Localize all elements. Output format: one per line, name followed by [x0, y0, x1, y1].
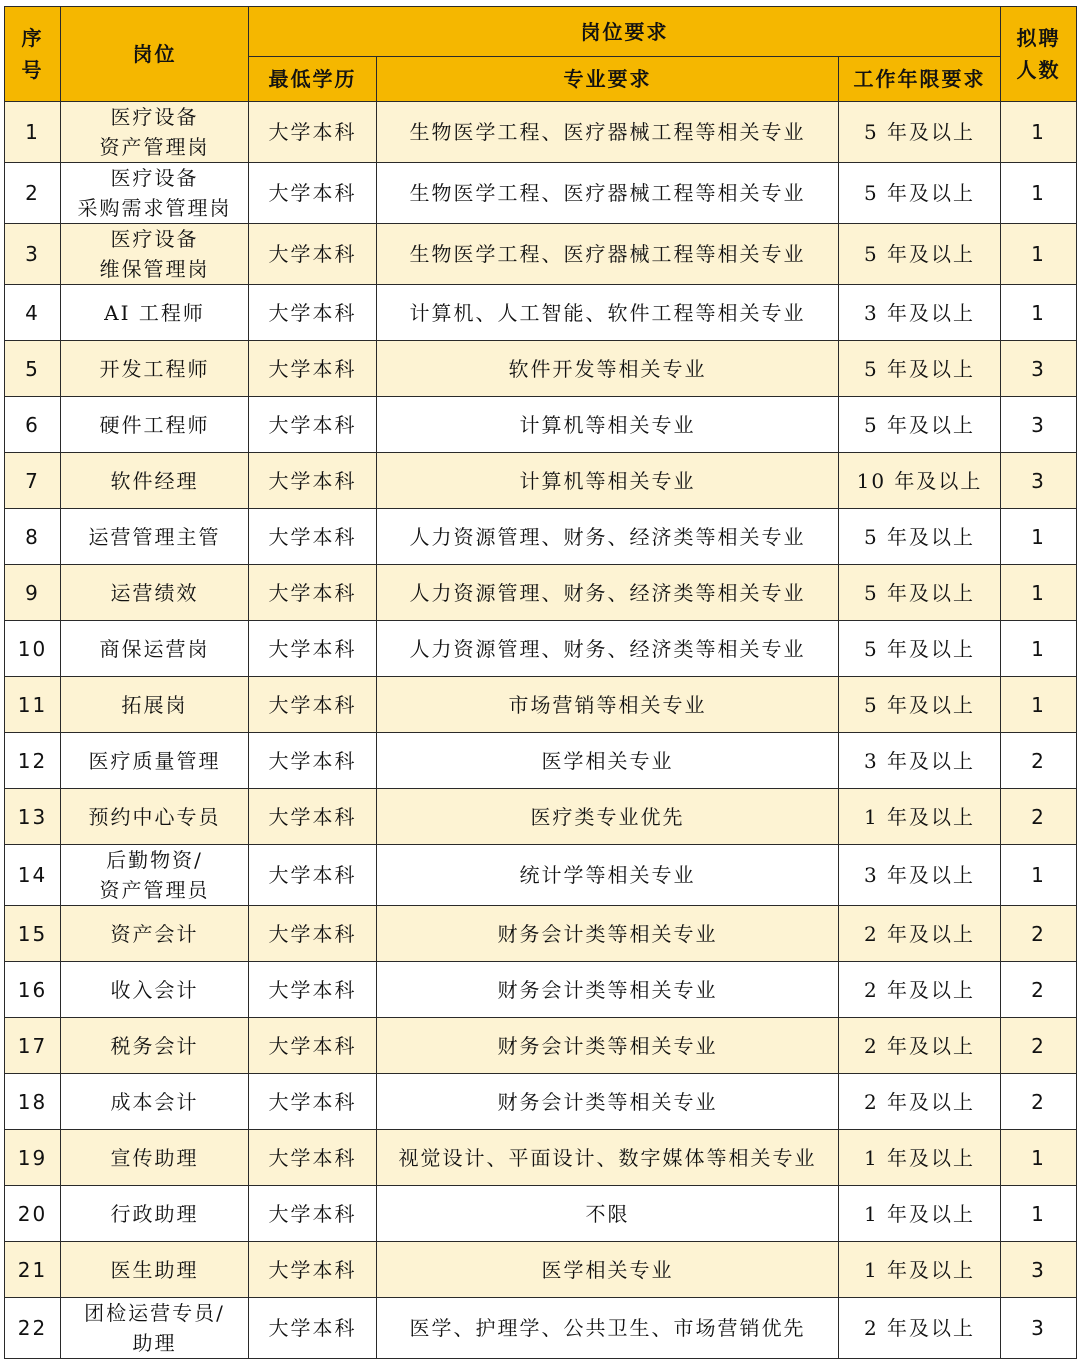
table-row — [5, 621, 1077, 677]
cell-headcount: 1 — [1001, 509, 1077, 565]
table-row — [5, 962, 1077, 1018]
position-line: 行政助理 — [110, 1201, 199, 1226]
cell-major: 人力资源管理、财务、经济类等相关专业 — [377, 509, 839, 565]
cell-headcount: 1 — [1001, 163, 1077, 224]
cell-position — [61, 341, 249, 397]
cell-position — [61, 733, 249, 789]
cell-headcount: 1 — [1001, 565, 1077, 621]
cell-major: 计算机等相关专业 — [377, 397, 839, 453]
table-row — [5, 906, 1077, 962]
cell-experience: 1 年及以上 — [839, 1130, 1001, 1186]
table-row — [5, 102, 1077, 163]
cell-no: 15 — [5, 906, 61, 962]
cell-no: 22 — [5, 1298, 61, 1359]
cell-education: 大学本科 — [249, 906, 377, 962]
cell-position — [61, 224, 249, 285]
header-requirements: 岗位要求 — [249, 7, 1001, 57]
cell-education: 大学本科 — [249, 845, 377, 906]
header-experience: 工作年限要求 — [839, 57, 1001, 102]
position-line: 团检运营专员/ — [84, 1301, 225, 1325]
position-line: 医疗质量管理 — [88, 748, 221, 773]
header-position: 岗位 — [61, 7, 249, 102]
cell-education: 大学本科 — [249, 1242, 377, 1298]
position-line: 成本会计 — [110, 1089, 199, 1114]
cell-headcount: 1 — [1001, 677, 1077, 733]
cell-education: 大学本科 — [249, 621, 377, 677]
cell-position — [61, 1074, 249, 1130]
cell-no: 12 — [5, 733, 61, 789]
cell-education: 大学本科 — [249, 102, 377, 163]
table-row — [5, 677, 1077, 733]
position-line: 硬件工程师 — [99, 412, 210, 437]
cell-experience: 5 年及以上 — [839, 621, 1001, 677]
cell-position — [61, 1242, 249, 1298]
table-row — [5, 733, 1077, 789]
cell-education: 大学本科 — [249, 341, 377, 397]
cell-experience: 5 年及以上 — [839, 224, 1001, 285]
cell-no: 3 — [5, 224, 61, 285]
position-line: 商保运营岗 — [99, 636, 210, 661]
cell-education: 大学本科 — [249, 1018, 377, 1074]
cell-major: 市场营销等相关专业 — [377, 677, 839, 733]
table-row — [5, 1074, 1077, 1130]
cell-experience: 2 年及以上 — [839, 1298, 1001, 1359]
position-line: 宣传助理 — [110, 1145, 199, 1170]
cell-major: 生物医学工程、医疗器械工程等相关专业 — [377, 224, 839, 285]
position-line: 维保管理岗 — [99, 257, 210, 281]
position-line: 医生助理 — [110, 1257, 199, 1282]
cell-experience: 1 年及以上 — [839, 1186, 1001, 1242]
cell-experience: 2 年及以上 — [839, 906, 1001, 962]
cell-experience: 10 年及以上 — [839, 453, 1001, 509]
cell-experience: 2 年及以上 — [839, 1018, 1001, 1074]
position-line: 收入会计 — [110, 977, 199, 1002]
cell-no: 4 — [5, 285, 61, 341]
cell-experience: 5 年及以上 — [839, 163, 1001, 224]
position-line: 税务会计 — [110, 1033, 199, 1058]
cell-major: 视觉设计、平面设计、数字媒体等相关专业 — [377, 1130, 839, 1186]
cell-education: 大学本科 — [249, 224, 377, 285]
cell-major: 医学相关专业 — [377, 1242, 839, 1298]
cell-headcount: 3 — [1001, 1298, 1077, 1359]
cell-position — [61, 509, 249, 565]
cell-experience: 2 年及以上 — [839, 1074, 1001, 1130]
header-no — [5, 7, 61, 102]
position-line: 资产会计 — [110, 921, 199, 946]
cell-major: 财务会计类等相关专业 — [377, 962, 839, 1018]
cell-position — [61, 1298, 249, 1359]
position-line: 运营绩效 — [110, 580, 199, 605]
cell-experience: 3 年及以上 — [839, 845, 1001, 906]
cell-major: 医学相关专业 — [377, 733, 839, 789]
position-line: 预约中心专员 — [88, 804, 221, 829]
cell-experience: 1 年及以上 — [839, 789, 1001, 845]
cell-no: 2 — [5, 163, 61, 224]
table-row — [5, 845, 1077, 906]
position-line: 资产管理岗 — [99, 135, 210, 159]
table-row — [5, 341, 1077, 397]
cell-headcount: 2 — [1001, 789, 1077, 845]
cell-headcount: 2 — [1001, 1018, 1077, 1074]
table-row — [5, 453, 1077, 509]
cell-headcount: 1 — [1001, 845, 1077, 906]
recruitment-table — [4, 6, 1077, 1359]
table-row — [5, 789, 1077, 845]
cell-major: 生物医学工程、医疗器械工程等相关专业 — [377, 163, 839, 224]
cell-headcount: 2 — [1001, 1074, 1077, 1130]
cell-education: 大学本科 — [249, 733, 377, 789]
cell-no: 20 — [5, 1186, 61, 1242]
cell-no: 1 — [5, 102, 61, 163]
cell-position — [61, 565, 249, 621]
table-row — [5, 397, 1077, 453]
position-line: 开发工程师 — [99, 356, 210, 381]
table-row — [5, 1186, 1077, 1242]
cell-no: 5 — [5, 341, 61, 397]
cell-education: 大学本科 — [249, 565, 377, 621]
position-line: 助理 — [132, 1331, 177, 1355]
cell-experience: 1 年及以上 — [839, 1242, 1001, 1298]
cell-position — [61, 621, 249, 677]
cell-no: 7 — [5, 453, 61, 509]
cell-headcount: 1 — [1001, 1186, 1077, 1242]
table-row — [5, 224, 1077, 285]
cell-education: 大学本科 — [249, 1186, 377, 1242]
position-line: AI 工程师 — [104, 300, 205, 325]
cell-education: 大学本科 — [249, 962, 377, 1018]
header-headcount-text: 拟聘人数 — [1016, 26, 1061, 82]
cell-education: 大学本科 — [249, 509, 377, 565]
cell-no: 13 — [5, 789, 61, 845]
cell-education: 大学本科 — [249, 1130, 377, 1186]
cell-experience: 3 年及以上 — [839, 733, 1001, 789]
cell-headcount: 1 — [1001, 224, 1077, 285]
cell-no: 8 — [5, 509, 61, 565]
cell-major: 软件开发等相关专业 — [377, 341, 839, 397]
cell-position — [61, 285, 249, 341]
cell-headcount: 3 — [1001, 341, 1077, 397]
cell-experience: 3 年及以上 — [839, 285, 1001, 341]
cell-major: 统计学等相关专业 — [377, 845, 839, 906]
cell-major: 财务会计类等相关专业 — [377, 1018, 839, 1074]
cell-education: 大学本科 — [249, 789, 377, 845]
cell-position — [61, 1018, 249, 1074]
cell-education: 大学本科 — [249, 677, 377, 733]
table-row — [5, 163, 1077, 224]
cell-experience: 5 年及以上 — [839, 509, 1001, 565]
position-line: 医疗设备 — [110, 227, 199, 251]
cell-major: 不限 — [377, 1186, 839, 1242]
position-line: 拓展岗 — [121, 692, 188, 717]
table-row — [5, 565, 1077, 621]
cell-experience: 5 年及以上 — [839, 102, 1001, 163]
cell-position — [61, 102, 249, 163]
cell-major: 计算机、人工智能、软件工程等相关专业 — [377, 285, 839, 341]
table-row — [5, 509, 1077, 565]
cell-major: 人力资源管理、财务、经济类等相关专业 — [377, 621, 839, 677]
table-row — [5, 1130, 1077, 1186]
position-line: 后勤物资/ — [106, 848, 203, 872]
cell-headcount: 2 — [1001, 906, 1077, 962]
cell-position — [61, 163, 249, 224]
position-line: 运营管理主管 — [88, 524, 221, 549]
cell-headcount: 2 — [1001, 733, 1077, 789]
cell-headcount: 3 — [1001, 397, 1077, 453]
cell-position — [61, 453, 249, 509]
cell-no: 9 — [5, 565, 61, 621]
cell-major: 计算机等相关专业 — [377, 453, 839, 509]
table-body — [5, 102, 1077, 1359]
cell-no: 11 — [5, 677, 61, 733]
header-major: 专业要求 — [377, 57, 839, 102]
cell-headcount: 1 — [1001, 102, 1077, 163]
cell-experience: 2 年及以上 — [839, 962, 1001, 1018]
header-no-text: 序号 — [21, 26, 44, 82]
cell-headcount: 3 — [1001, 453, 1077, 509]
cell-position — [61, 1186, 249, 1242]
cell-position — [61, 906, 249, 962]
cell-no: 17 — [5, 1018, 61, 1074]
cell-major: 人力资源管理、财务、经济类等相关专业 — [377, 565, 839, 621]
cell-major: 财务会计类等相关专业 — [377, 1074, 839, 1130]
table-row — [5, 285, 1077, 341]
header-headcount — [1001, 7, 1077, 102]
cell-position — [61, 397, 249, 453]
cell-position — [61, 677, 249, 733]
cell-no: 10 — [5, 621, 61, 677]
cell-no: 16 — [5, 962, 61, 1018]
position-line: 软件经理 — [110, 468, 199, 493]
cell-no: 6 — [5, 397, 61, 453]
table-row — [5, 1242, 1077, 1298]
cell-no: 18 — [5, 1074, 61, 1130]
position-line: 资产管理员 — [99, 878, 210, 902]
cell-no: 19 — [5, 1130, 61, 1186]
cell-education: 大学本科 — [249, 1074, 377, 1130]
cell-headcount: 2 — [1001, 962, 1077, 1018]
cell-position — [61, 845, 249, 906]
position-line: 医疗设备 — [110, 166, 199, 190]
cell-headcount: 1 — [1001, 621, 1077, 677]
cell-position — [61, 962, 249, 1018]
cell-education: 大学本科 — [249, 453, 377, 509]
cell-major: 生物医学工程、医疗器械工程等相关专业 — [377, 102, 839, 163]
cell-education: 大学本科 — [249, 397, 377, 453]
header-education: 最低学历 — [249, 57, 377, 102]
position-line: 医疗设备 — [110, 105, 199, 129]
cell-experience: 5 年及以上 — [839, 677, 1001, 733]
recruitment-table-container — [4, 6, 1077, 1359]
cell-no: 21 — [5, 1242, 61, 1298]
position-line: 采购需求管理岗 — [77, 196, 232, 220]
cell-education: 大学本科 — [249, 285, 377, 341]
cell-education: 大学本科 — [249, 1298, 377, 1359]
cell-education: 大学本科 — [249, 163, 377, 224]
cell-experience: 5 年及以上 — [839, 565, 1001, 621]
cell-major: 医疗类专业优先 — [377, 789, 839, 845]
cell-major: 医学、护理学、公共卫生、市场营销优先 — [377, 1298, 839, 1359]
cell-headcount: 1 — [1001, 1130, 1077, 1186]
cell-no: 14 — [5, 845, 61, 906]
table-row — [5, 1298, 1077, 1359]
cell-position — [61, 789, 249, 845]
cell-headcount: 1 — [1001, 285, 1077, 341]
table-row — [5, 1018, 1077, 1074]
cell-major: 财务会计类等相关专业 — [377, 906, 839, 962]
cell-experience: 5 年及以上 — [839, 397, 1001, 453]
cell-position — [61, 1130, 249, 1186]
cell-headcount: 3 — [1001, 1242, 1077, 1298]
cell-experience: 5 年及以上 — [839, 341, 1001, 397]
